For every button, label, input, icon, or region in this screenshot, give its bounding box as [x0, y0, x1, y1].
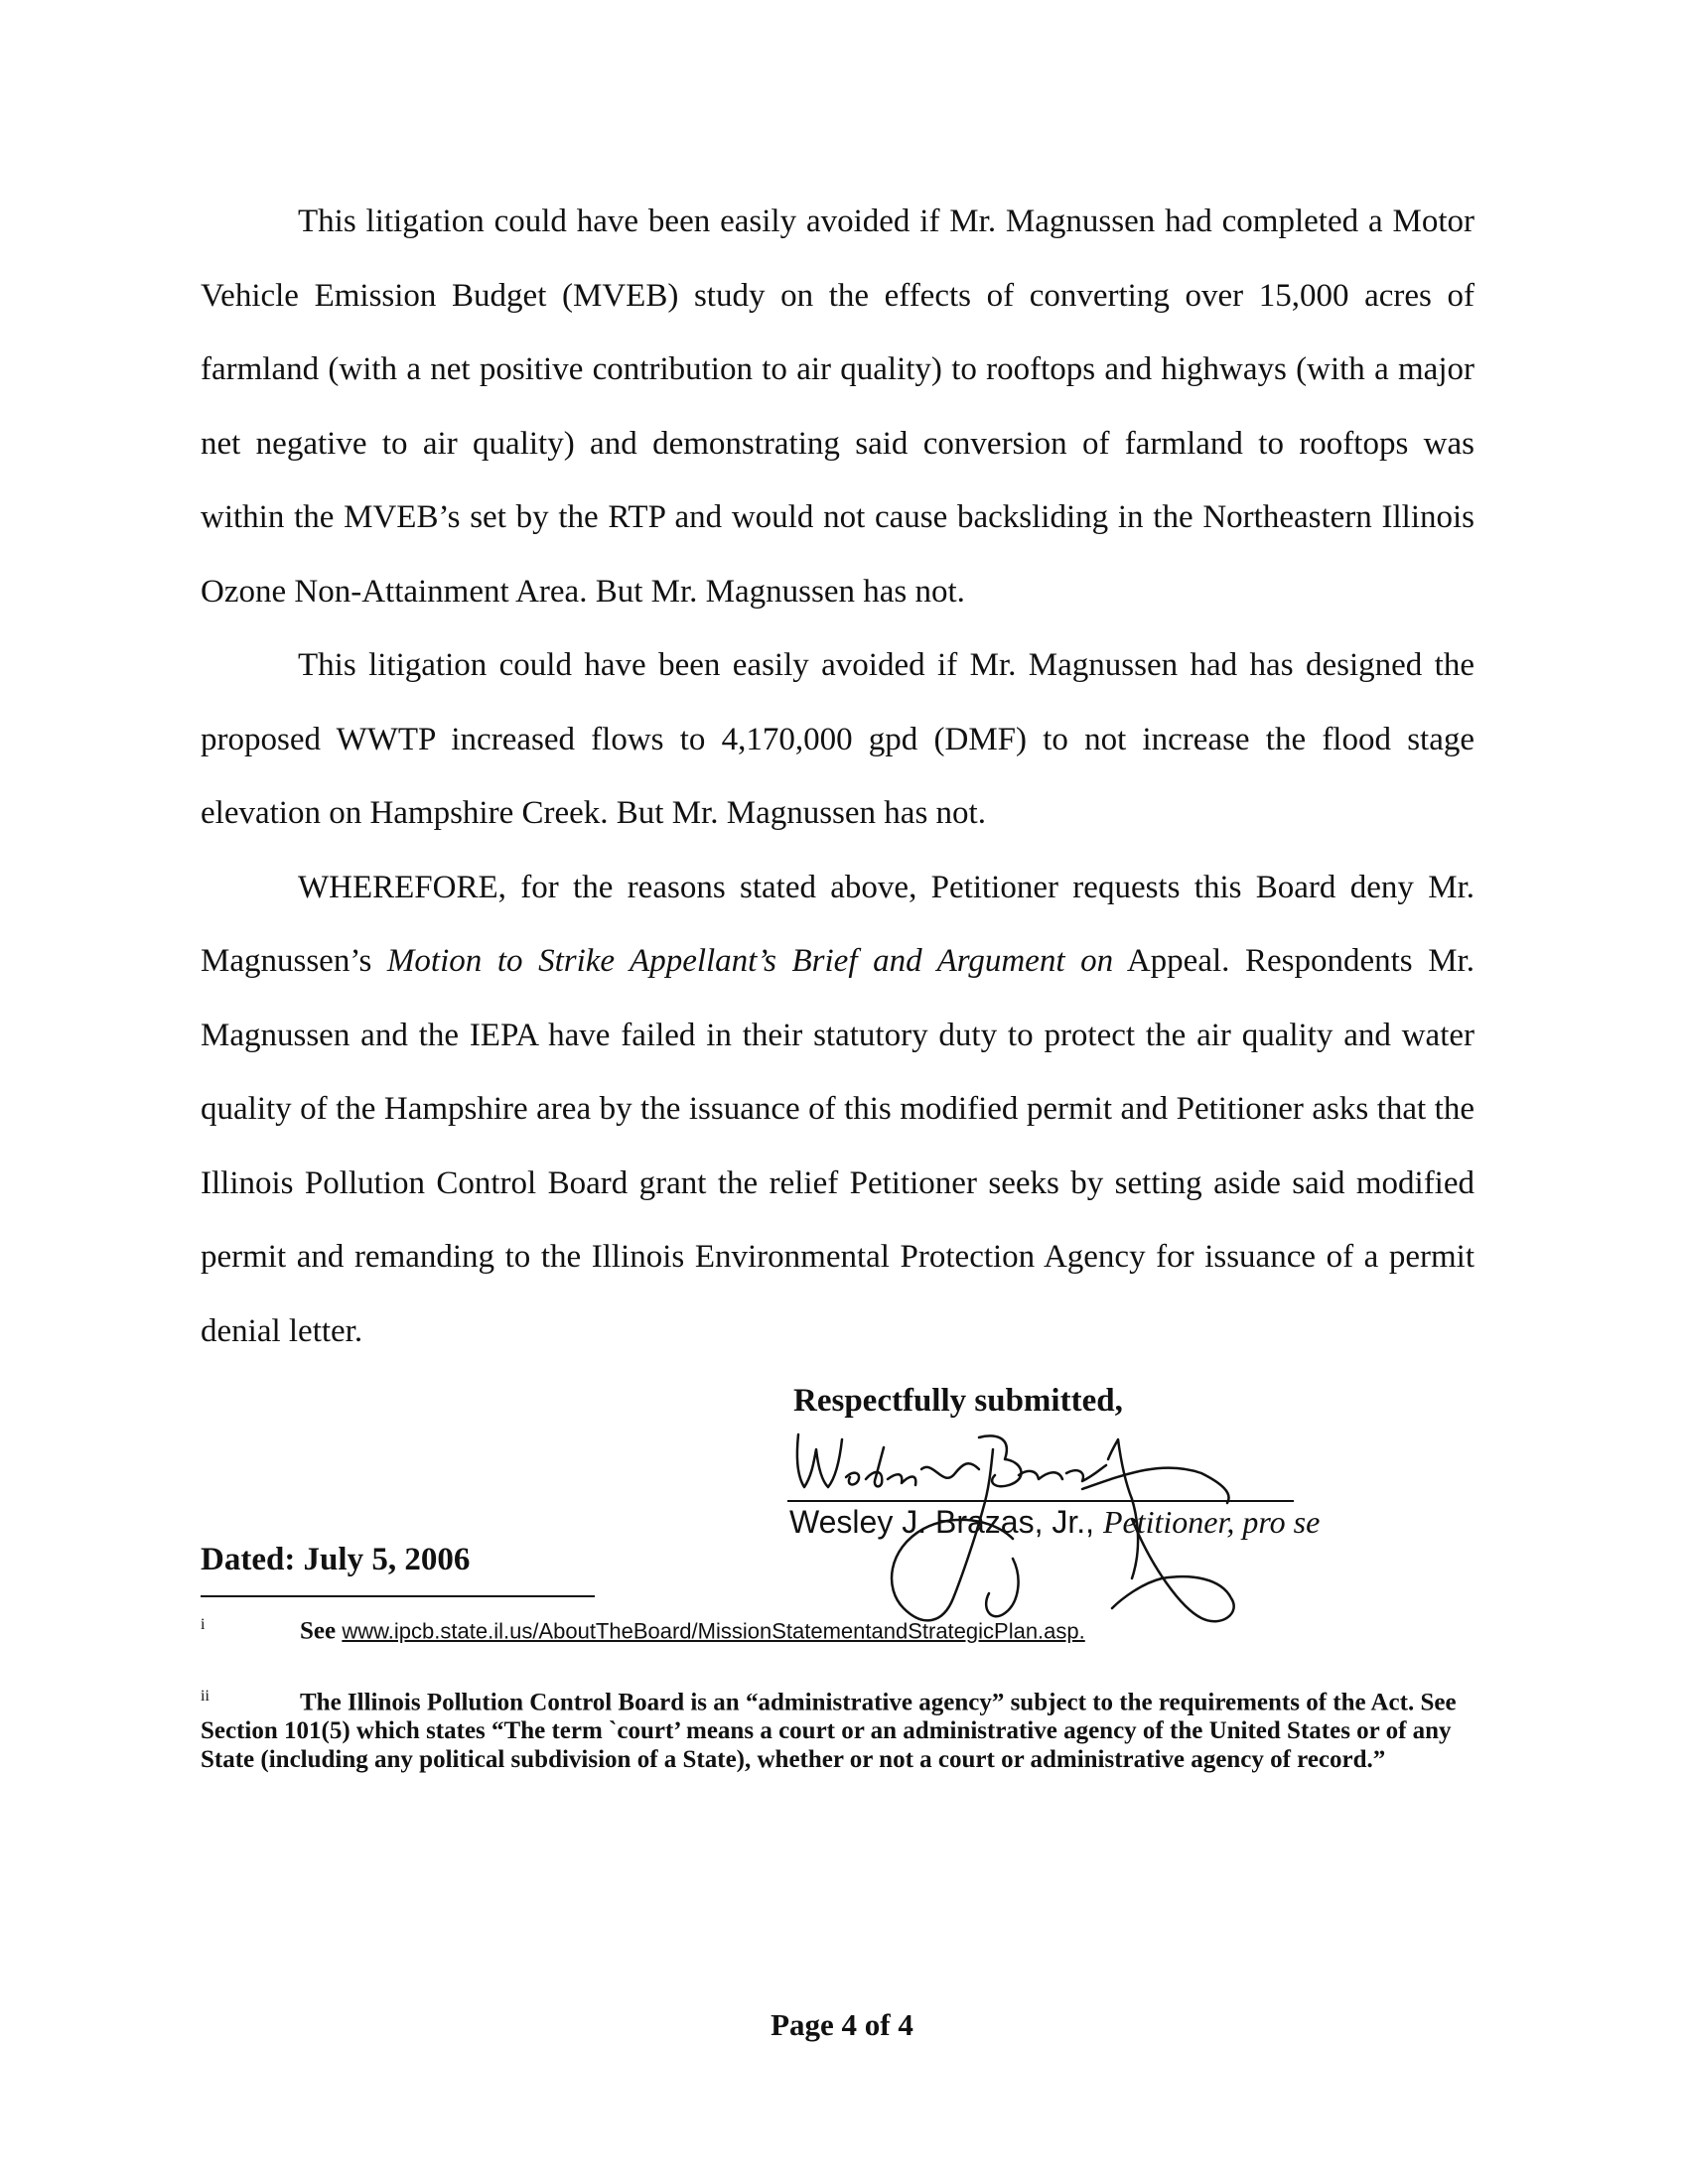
paragraph-wwtp: This litigation could have been easily avoided if Mr. Magnussen had has designed the proposed WWTP increased flows to 4,170,000 gpd (DMF) to not increase the flood stage elevation on Hampshire Creek. But Mr. Magnussen has not. — [201, 647, 1474, 831]
signer-role: Petitioner, pro se — [1102, 1504, 1321, 1540]
footnote-ii-mark: ii — [201, 1688, 210, 1705]
wherefore-end: Appeal. Respondents Mr. Magnussen and the IEPA have failed in their statutory duty to protect the air quality and water quality of the Hampshire area by the issuance of this modified permit and Petitioner asks that the Illinois Pollution Control Board grant the relief Petitioner seeks by setting aside said modified permit and remanding to the Illinois Environmental Protection Agency for issuance of a permit denial letter. — [201, 943, 1474, 1349]
footnote-divider — [201, 1595, 595, 1597]
signature-line — [787, 1500, 1294, 1502]
date-line: Dated: July 5, 2006 — [201, 1542, 471, 1577]
paragraph-mveb: This litigation could have been easily avoided if Mr. Magnussen had completed a Motor Vehicle Emission Budget (MVEB) study on the effects of converting over 15,000 acres of farmland (with a net positive contribution to air quality) to rooftops and highways (with a major net negative to air quality) and demonstrating said conversion of farmland to rooftops was within the MVEB’s set by the RTP and would not cause backsliding in the Northeastern Illinois Ozone Non-Attainment Area. But Mr. Magnussen has not. — [201, 204, 1474, 610]
document-body — [201, 185, 1474, 1368]
footnote-ii-text: The Illinois Pollution Control Board is an “administrative agency” subject to the requirements of the Act. See Section 101(5) which states “The term `court’ means a court or an administrative agency of the United States or of any State (including any political subdivision of a State), whether or not a court or administrative agency of record.” — [201, 1689, 1457, 1774]
footnote-i-mark: i — [201, 1616, 206, 1633]
page-number: Page 4 of 4 — [771, 2007, 913, 2042]
motion-title: Motion to Strike Appellant’s Brief and Argument on — [386, 943, 1114, 979]
paragraph-wherefore — [201, 851, 1474, 1369]
wherefore-start: WHEREFORE, for the reasons stated above, Petitioner requests this Board deny Mr. Magnussen’s — [201, 869, 1474, 979]
footnote-i-prefix: See — [300, 1617, 343, 1645]
signer-name: Wesley J. Brazas, Jr., — [789, 1504, 1103, 1540]
signer-block — [789, 1504, 1320, 1541]
footnote-ii — [201, 1682, 1476, 1774]
footnote-i-link[interactable]: www.ipcb.state.il.us/AboutTheBoard/MissionStatementandStrategicPlan.asp. — [342, 1618, 1085, 1644]
footnote-i — [201, 1610, 1476, 1645]
closing-salutation: Respectfully submitted, — [793, 1383, 1123, 1419]
